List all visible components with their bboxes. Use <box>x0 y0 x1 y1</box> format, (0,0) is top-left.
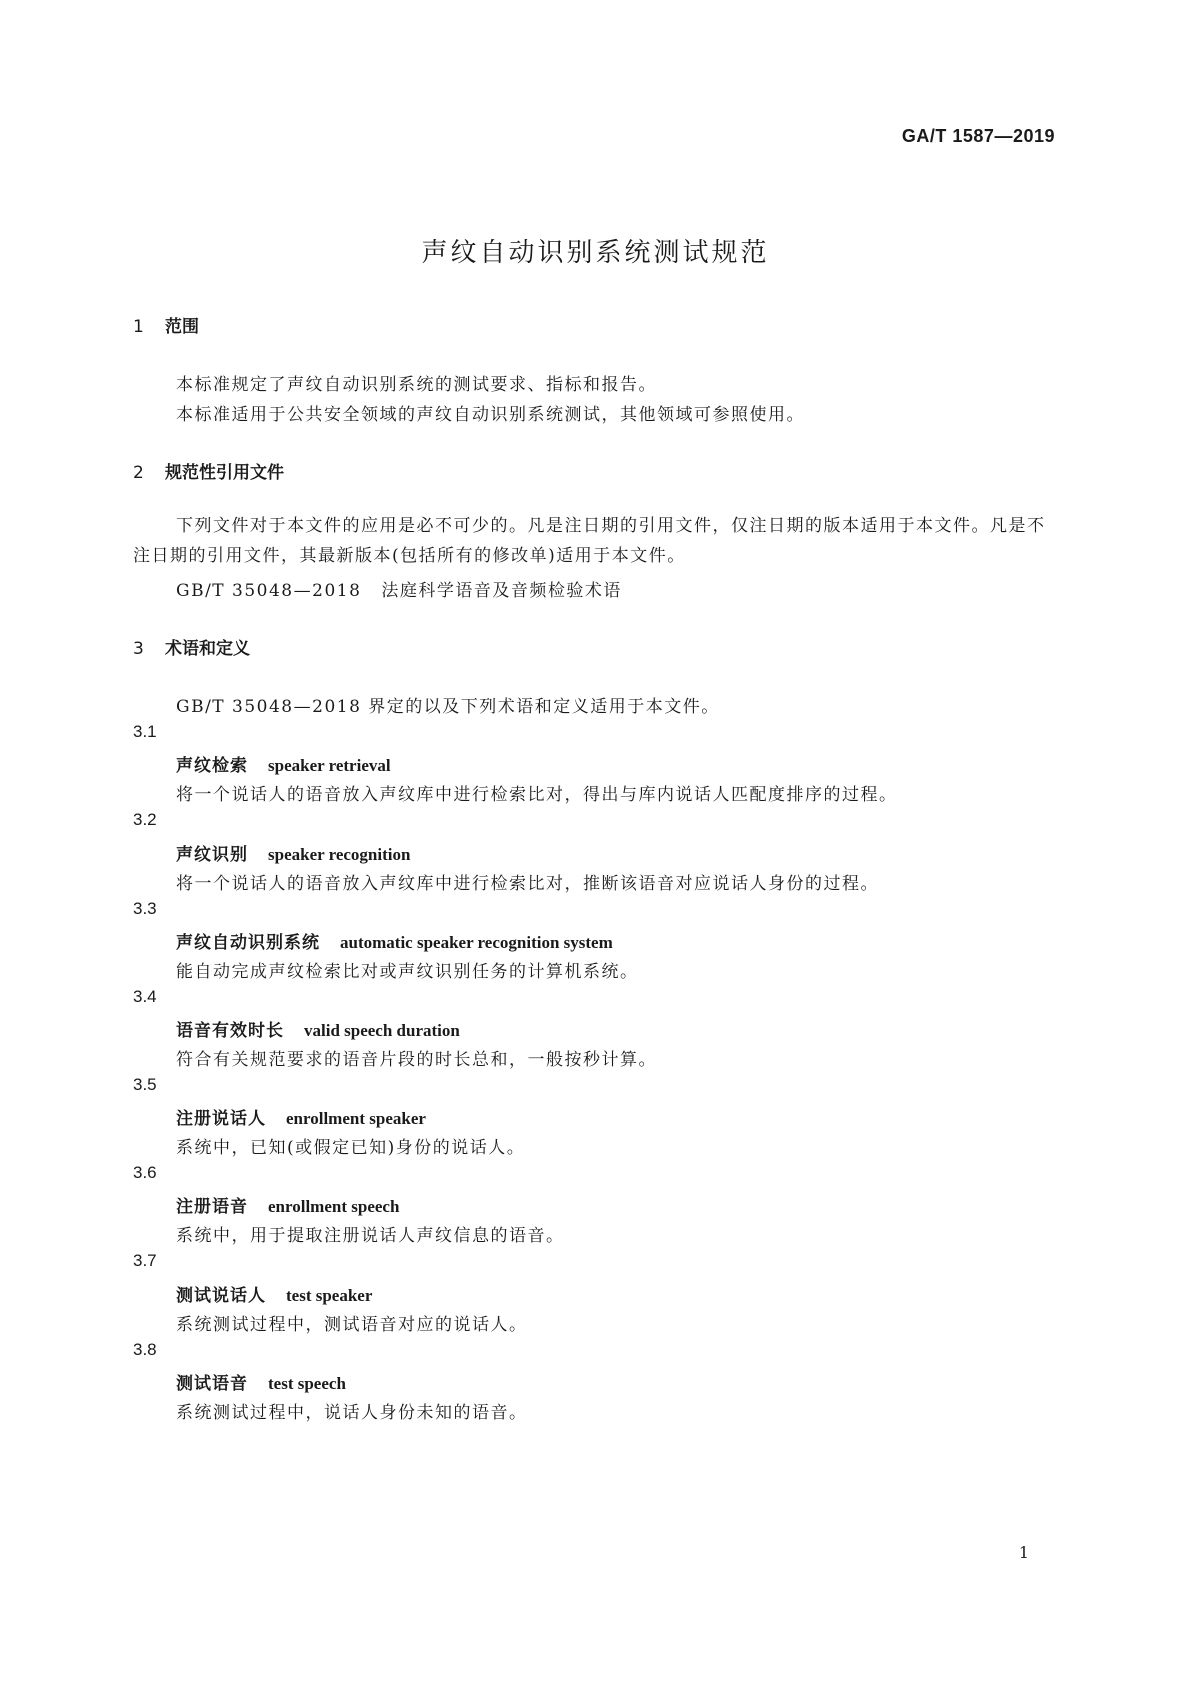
term-cn: 测试说话人 <box>176 1286 266 1306</box>
term-en: automatic speaker recognition system <box>340 933 613 952</box>
section-title: 规范性引用文件 <box>165 463 284 483</box>
section-title: 范围 <box>165 317 199 337</box>
page-number: 1 <box>1018 1543 1029 1562</box>
term-title <box>176 751 391 776</box>
section-1-heading <box>133 312 199 337</box>
section-3-heading <box>133 634 250 659</box>
term-en: enrollment speaker <box>286 1109 426 1128</box>
term-number: 3.7 <box>133 1251 157 1270</box>
term-en: test speech <box>268 1374 346 1393</box>
term-number: 3.4 <box>133 987 157 1006</box>
term-cn: 声纹检索 <box>176 756 248 776</box>
paragraph: 本标准适用于公共安全领域的声纹自动识别系统测试，其他领域可参照使用。 <box>176 405 805 425</box>
normative-reference <box>176 576 622 601</box>
reference-title: 法庭科学语音及音频检验术语 <box>381 581 622 601</box>
term-number: 3.2 <box>133 810 157 829</box>
section-number: 1 <box>133 317 144 337</box>
section-number: 2 <box>133 463 144 483</box>
document-title: 声纹自动识别系统测试规范 <box>421 238 770 268</box>
standard-code: GA/T 1587—2019 <box>901 126 1055 146</box>
paragraph: GB/T 35048—2018 界定的以及下列术语和定义适用于本文件。 <box>176 697 720 717</box>
term-title <box>176 1016 460 1041</box>
term-number: 3.6 <box>133 1163 157 1182</box>
term-definition: 系统中，用于提取注册说话人声纹信息的语音。 <box>176 1226 565 1246</box>
term-cn: 测试语音 <box>176 1374 248 1394</box>
term-title <box>176 840 410 865</box>
term-title <box>176 1104 426 1129</box>
paragraph: 下列文件对于本文件的应用是必不可少的。凡是注日期的引用文件，仅注日期的版本适用于本文件。凡是不注日期的引用文件，其最新版本(包括所有的修改单)适用于本文件。 <box>133 516 1046 566</box>
section-number: 3 <box>133 639 144 659</box>
term-en: enrollment speech <box>268 1197 400 1216</box>
term-definition: 系统测试过程中，测试语音对应的说话人。 <box>176 1315 528 1335</box>
term-number: 3.5 <box>133 1075 157 1094</box>
paragraph: 本标准规定了声纹自动识别系统的测试要求、指标和报告。 <box>176 375 657 395</box>
section-title: 术语和定义 <box>165 639 250 659</box>
term-title <box>176 1192 399 1217</box>
term-title <box>176 1281 372 1306</box>
term-en: speaker retrieval <box>268 756 391 775</box>
term-definition: 符合有关规范要求的语音片段的时长总和，一般按秒计算。 <box>176 1050 657 1070</box>
term-definition: 将一个说话人的语音放入声纹库中进行检索比对，推断该语音对应说话人身份的过程。 <box>176 874 879 894</box>
term-en: test speaker <box>286 1286 373 1305</box>
term-cn: 声纹自动识别系统 <box>176 933 320 953</box>
reference-code: GB/T 35048—2018 <box>176 581 362 601</box>
term-title <box>176 928 613 953</box>
term-number: 3.8 <box>133 1340 157 1359</box>
term-cn: 注册语音 <box>176 1197 248 1217</box>
term-definition: 系统中，已知(或假定已知)身份的说话人。 <box>176 1138 526 1158</box>
term-en: speaker recognition <box>268 845 411 864</box>
term-definition: 将一个说话人的语音放入声纹库中进行检索比对，得出与库内说话人匹配度排序的过程。 <box>176 785 898 805</box>
term-cn: 注册说话人 <box>176 1109 266 1129</box>
section-2-heading <box>133 458 284 483</box>
term-number: 3.3 <box>133 899 157 918</box>
term-cn: 声纹识别 <box>176 845 248 865</box>
term-definition: 能自动完成声纹检索比对或声纹识别任务的计算机系统。 <box>176 962 639 982</box>
term-number: 3.1 <box>133 722 157 741</box>
term-cn: 语音有效时长 <box>176 1021 284 1041</box>
term-title <box>176 1369 346 1394</box>
term-definition: 系统测试过程中，说话人身份未知的语音。 <box>176 1403 528 1423</box>
term-en: valid speech duration <box>304 1021 460 1040</box>
